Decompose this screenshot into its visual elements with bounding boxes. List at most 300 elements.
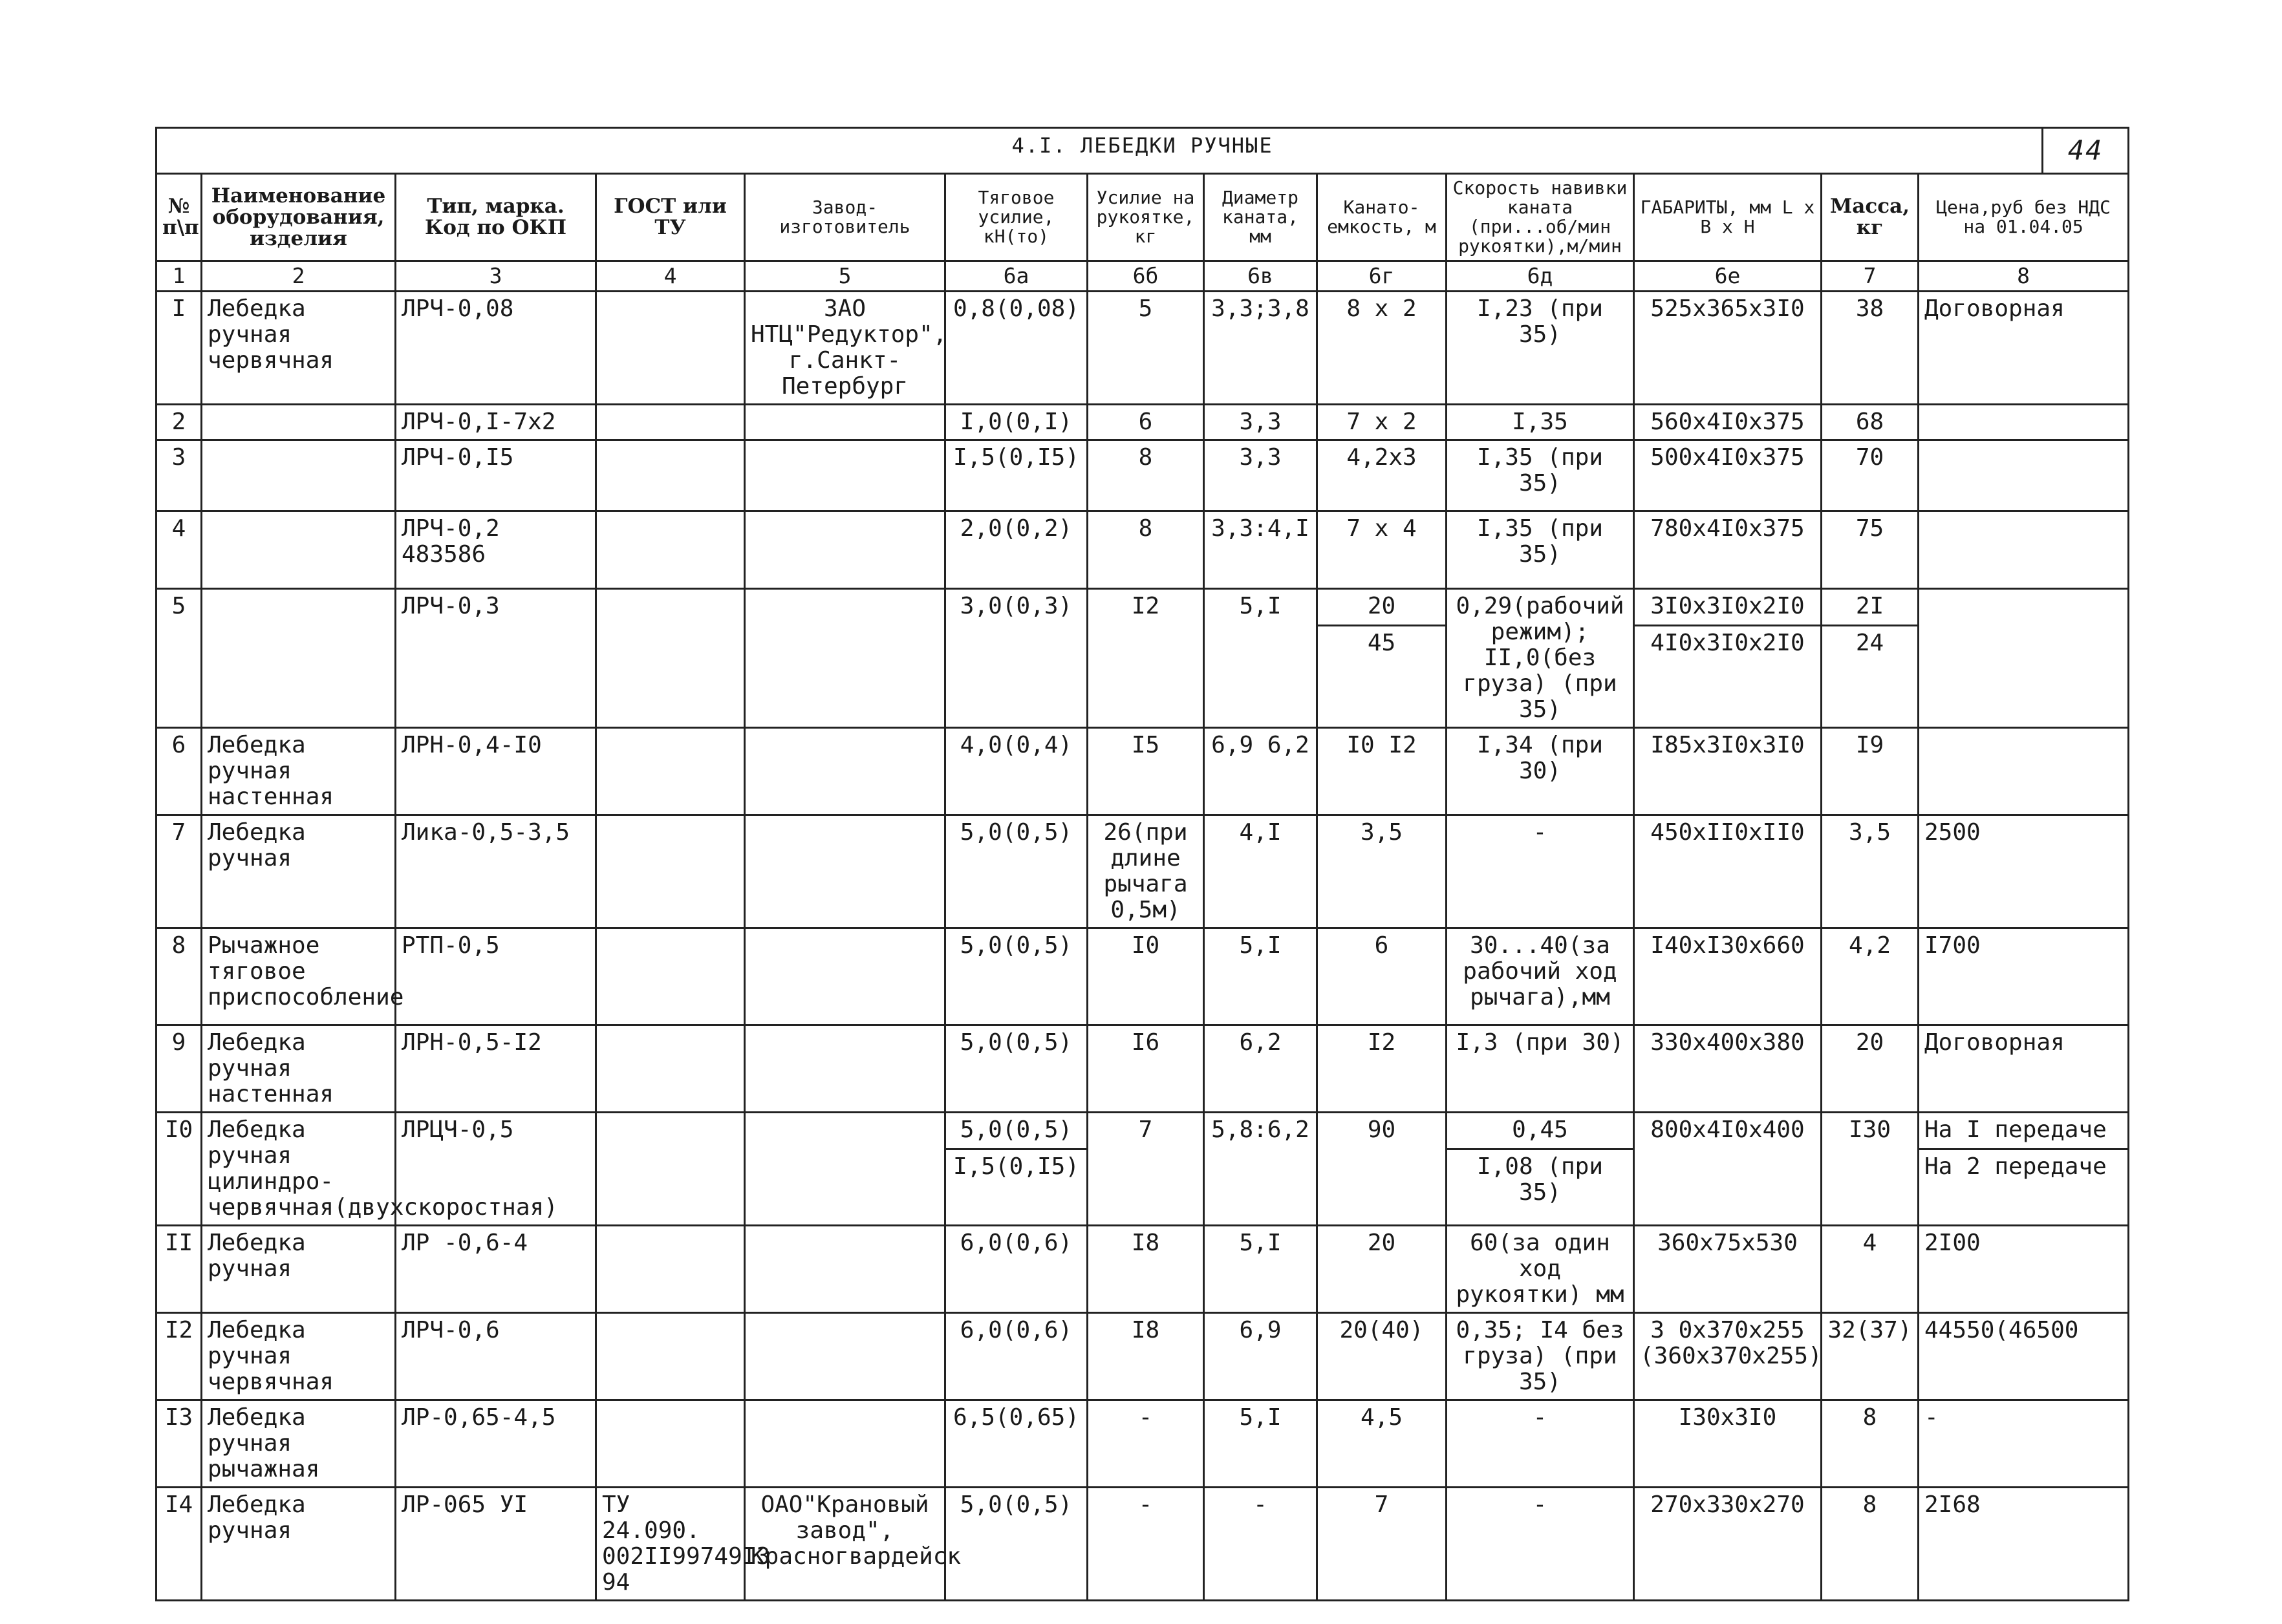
mass: 4 <box>1862 1230 1877 1256</box>
equipment-name-cell <box>202 589 396 728</box>
dimensions: 780x4I0x375 <box>1650 515 1805 542</box>
dimensions: 800x4I0x400 <box>1650 1116 1805 1143</box>
winding-speed: - <box>1533 819 1547 846</box>
row-number-cell <box>156 405 202 440</box>
traction-force: 6,0(0,6) <box>960 1317 1073 1343</box>
row-number-cell <box>156 1488 202 1601</box>
price-cell <box>1919 1113 2129 1226</box>
equipment-name: Рычажное тяговое приспособление <box>208 932 404 1010</box>
rope-capacity: 3,5 <box>1360 819 1403 846</box>
dimensions-cell <box>1634 1313 1822 1400</box>
rope-diameter: 5,I <box>1239 593 1282 619</box>
winding-speed-cell <box>1447 728 1634 815</box>
rope-diameter-cell <box>1204 1488 1317 1601</box>
mass: 70 <box>1855 444 1884 471</box>
winding-speed-cell <box>1447 1313 1634 1400</box>
col-index: 6е <box>1634 261 1822 292</box>
rope-diameter: 6,9 6,2 <box>1211 732 1309 758</box>
rope-capacity: 20 <box>1367 593 1396 619</box>
header-type: Тип, марка. Код по ОКП <box>396 174 596 261</box>
mass: 2I <box>1855 593 1884 619</box>
rope-capacity-cell <box>1317 728 1447 815</box>
type-code-cell <box>396 728 596 815</box>
manufacturer-cell <box>745 405 945 440</box>
col-index: 7 <box>1822 261 1919 292</box>
type-code-cell <box>396 440 596 511</box>
winding-speed: I,35 (при 35) <box>1476 515 1604 568</box>
mass-cell <box>1822 815 1919 928</box>
row-number: 2 <box>171 409 186 435</box>
winding-speed-cell <box>1447 1488 1634 1601</box>
traction-force: 5,0(0,5) <box>960 1491 1073 1518</box>
rope-diameter-cell <box>1204 440 1317 511</box>
mass-cell <box>1822 589 1919 728</box>
rope-capacity: 7 x 4 <box>1346 515 1417 542</box>
winding-speed: - <box>1533 1404 1547 1431</box>
mass-secondary: 24 <box>1822 625 1917 656</box>
traction-force-secondary: I,5(0,I5) <box>946 1148 1086 1180</box>
rope-capacity: 6 <box>1374 932 1389 959</box>
rope-capacity-cell <box>1317 511 1447 589</box>
winding-speed-cell <box>1447 1113 1634 1226</box>
col-index: 8 <box>1919 261 2129 292</box>
traction-force-cell <box>945 928 1088 1025</box>
rope-capacity-cell <box>1317 440 1447 511</box>
handle-force-cell <box>1088 292 1204 405</box>
traction-force-cell <box>945 1400 1088 1488</box>
table-row <box>156 440 2129 511</box>
handle-force: I5 <box>1131 732 1160 758</box>
table-row <box>156 728 2129 815</box>
handle-force-cell <box>1088 1313 1204 1400</box>
gost-spec-cell <box>596 405 745 440</box>
traction-force: I,0(0,I) <box>960 409 1073 435</box>
rope-diameter: 6,9 <box>1239 1317 1282 1343</box>
header-gost: ГОСТ или ТУ <box>596 174 745 261</box>
type-code-cell <box>396 1488 596 1601</box>
handle-force-cell <box>1088 589 1204 728</box>
row-number-cell <box>156 1025 202 1113</box>
type-code-cell <box>396 292 596 405</box>
dimensions: 3 0x370x255 (360x370x255) <box>1640 1317 1822 1369</box>
gost-spec-cell <box>596 1400 745 1488</box>
col-index: 5 <box>745 261 945 292</box>
equipment-name-cell <box>202 728 396 815</box>
row-number: I2 <box>164 1317 193 1343</box>
handle-force-cell <box>1088 1113 1204 1226</box>
table-row <box>156 1400 2129 1488</box>
mass-cell <box>1822 1226 1919 1313</box>
winch-table <box>155 127 2129 1601</box>
dimensions: 3I0x3I0x2I0 <box>1650 593 1805 619</box>
handle-force-cell <box>1088 1488 1204 1601</box>
price-cell <box>1919 1313 2129 1400</box>
price-cell <box>1919 728 2129 815</box>
price: На I передаче <box>1924 1116 2107 1143</box>
gost-spec-cell <box>596 1488 771 1601</box>
dimensions-cell <box>1634 589 1822 728</box>
traction-force-cell <box>945 728 1088 815</box>
rope-diameter: 3,3 <box>1239 444 1282 471</box>
rope-capacity-cell <box>1317 589 1447 728</box>
row-number-cell <box>156 728 202 815</box>
dimensions: 270x330x270 <box>1650 1491 1805 1518</box>
winding-speed: I,35 <box>1512 409 1568 435</box>
handle-force-cell <box>1088 405 1204 440</box>
manufacturer-cell <box>745 728 945 815</box>
equipment-name: Лебедка ручная <box>208 1230 306 1282</box>
rope-capacity-cell <box>1317 815 1447 928</box>
price: - <box>1924 1404 1939 1431</box>
dimensions: 330x400x380 <box>1650 1029 1805 1056</box>
equipment-name-cell <box>202 815 396 928</box>
traction-force-cell <box>945 589 1088 728</box>
rope-diameter: 3,3 <box>1239 409 1282 435</box>
mass: 4,2 <box>1848 932 1891 959</box>
price: Договорная <box>1924 1029 2065 1056</box>
rope-capacity-cell <box>1317 292 1447 405</box>
row-number: I0 <box>164 1116 193 1143</box>
table-row <box>156 1226 2129 1313</box>
rope-capacity: 7 <box>1374 1491 1389 1518</box>
table-row <box>156 928 2129 1025</box>
dimensions: I85x3I0x3I0 <box>1650 732 1805 758</box>
traction-force-cell <box>945 1226 1088 1313</box>
traction-force: 5,0(0,5) <box>960 932 1073 959</box>
col-index: 6а <box>945 261 1088 292</box>
gost-spec-cell <box>596 1025 745 1113</box>
header-diameter: Диаметр каната, мм <box>1204 174 1317 261</box>
gost-spec-cell <box>596 815 745 928</box>
winding-speed: I,35 (при 35) <box>1476 444 1604 497</box>
rope-capacity-cell <box>1317 1488 1447 1601</box>
type-code: ЛРЧ-0,I5 <box>402 444 514 471</box>
rope-diameter-cell <box>1204 1113 1317 1226</box>
table-row <box>156 511 2129 589</box>
rope-capacity: I2 <box>1367 1029 1396 1056</box>
equipment-name: Лебедка ручная червячная <box>208 1317 334 1395</box>
header-name: Наименование оборудования, изделия <box>202 174 396 261</box>
traction-force-cell <box>945 1313 1088 1400</box>
type-code: ЛРЧ-0,6 <box>402 1317 500 1343</box>
manufacturer: ОАО"Крановый завод", Красногвардейск <box>751 1491 962 1570</box>
rope-diameter: 6,2 <box>1239 1029 1282 1056</box>
rope-diameter-cell <box>1204 728 1317 815</box>
manufacturer-cell <box>745 1113 945 1226</box>
equipment-name: Лебедка ручная настенная <box>208 732 334 810</box>
price-cell <box>1919 1226 2129 1313</box>
rope-capacity-cell <box>1317 1226 1447 1313</box>
traction-force: 4,0(0,4) <box>960 732 1073 758</box>
rope-capacity-cell <box>1317 1400 1447 1488</box>
winding-speed: 0,35; I4 без груза) (при 35) <box>1456 1317 1624 1395</box>
price-cell <box>1919 405 2129 440</box>
winding-speed-cell <box>1447 928 1634 1025</box>
page-number: 44 <box>2041 129 2127 173</box>
rope-capacity-cell <box>1317 928 1447 1025</box>
manufacturer: ЗАО НТЦ"Редуктор", г.Санкт-Петербург <box>751 295 947 400</box>
mass: 38 <box>1855 295 1884 322</box>
dimensions-cell <box>1634 511 1822 589</box>
equipment-name: Лебедка ручная <box>208 819 306 871</box>
traction-force-cell <box>945 815 1088 928</box>
manufacturer-cell <box>745 928 945 1025</box>
winding-speed-cell <box>1447 440 1634 511</box>
col-index: 4 <box>596 261 745 292</box>
equipment-name: Лебедка ручная рычажная <box>208 1404 320 1482</box>
mass: 3,5 <box>1848 819 1891 846</box>
price: 2500 <box>1924 819 1981 846</box>
equipment-name-cell <box>202 1313 396 1400</box>
title-cell <box>156 128 2129 174</box>
equipment-name: Лебедка ручная настенная <box>208 1029 334 1107</box>
price-cell <box>1919 1400 2129 1488</box>
equipment-name-cell <box>202 1400 396 1488</box>
price-cell <box>1919 1488 2129 1601</box>
row-number: I4 <box>164 1491 193 1518</box>
handle-force: 5 <box>1138 295 1153 322</box>
handle-force-cell <box>1088 815 1204 928</box>
handle-force-cell <box>1088 728 1204 815</box>
table-row <box>156 1113 2129 1226</box>
rope-capacity: 20(40) <box>1339 1317 1424 1343</box>
dimensions: 360x75x530 <box>1657 1230 1798 1256</box>
winding-speed-cell <box>1447 589 1634 728</box>
equipment-name: Лебедка ручная <box>208 1491 306 1544</box>
rope-capacity-cell <box>1317 1313 1447 1400</box>
type-code-cell <box>396 815 596 928</box>
rope-capacity: 7 x 2 <box>1346 409 1417 435</box>
mass: 8 <box>1862 1491 1877 1518</box>
dimensions-cell <box>1634 1400 1822 1488</box>
table-body <box>156 292 2129 1601</box>
type-code-cell <box>396 1226 596 1313</box>
rope-capacity: 90 <box>1367 1116 1396 1143</box>
equipment-name-cell <box>202 1226 396 1313</box>
dimensions-cell <box>1634 440 1822 511</box>
traction-force-cell <box>945 440 1088 511</box>
mass-cell <box>1822 511 1919 589</box>
header-number: № п\п <box>156 174 202 261</box>
col-index: 1 <box>156 261 202 292</box>
mass-cell <box>1822 440 1919 511</box>
rope-diameter: 5,8:6,2 <box>1211 1116 1309 1143</box>
col-index: 6в <box>1204 261 1317 292</box>
rope-diameter-cell <box>1204 1025 1317 1113</box>
traction-force: 6,0(0,6) <box>960 1230 1073 1256</box>
handle-force: - <box>1138 1404 1153 1431</box>
type-code: ЛР -0,6-4 <box>402 1230 528 1256</box>
header-maker: Завод-изготовитель <box>745 174 945 261</box>
header-row <box>156 174 2129 261</box>
type-code-cell <box>396 511 596 589</box>
type-code: ЛРН-0,5-I2 <box>402 1029 542 1056</box>
winding-speed: 0,45 <box>1512 1116 1568 1143</box>
manufacturer-cell <box>745 1400 945 1488</box>
mass: 68 <box>1855 409 1884 435</box>
traction-force: 3,0(0,3) <box>960 593 1073 619</box>
rope-diameter: 4,I <box>1239 819 1282 846</box>
winding-speed: I,3 (при 30) <box>1456 1029 1624 1056</box>
row-number: 9 <box>171 1029 186 1056</box>
winch-price-table-sheet <box>155 127 2127 1596</box>
gost-spec-cell <box>596 1226 745 1313</box>
rope-capacity-secondary: 45 <box>1318 625 1445 656</box>
price-secondary: На 2 передаче <box>1919 1148 2127 1180</box>
mass-cell <box>1822 1400 1919 1488</box>
rope-capacity-cell <box>1317 1113 1447 1226</box>
rope-diameter-cell <box>1204 1226 1317 1313</box>
row-number: 5 <box>171 593 186 619</box>
price: 2I00 <box>1924 1230 1981 1256</box>
section-title: 4.I. ЛЕБЕДКИ РУЧНЫЕ <box>1011 133 1273 158</box>
header-price: Цена,руб без НДС на 01.04.05 <box>1919 174 2129 261</box>
type-code-cell <box>396 1313 596 1400</box>
gost-spec-cell <box>596 511 745 589</box>
type-code: ЛРЧ-0,I-7x2 <box>402 409 556 435</box>
rope-diameter-cell <box>1204 928 1317 1025</box>
col-index: 6г <box>1317 261 1447 292</box>
row-number: 8 <box>171 932 186 959</box>
price: Договорная <box>1924 295 2065 322</box>
row-number: I <box>171 295 186 322</box>
rope-diameter: 5,I <box>1239 1404 1282 1431</box>
gost-spec-cell <box>596 589 745 728</box>
rope-diameter-cell <box>1204 511 1317 589</box>
rope-capacity: 20 <box>1367 1230 1396 1256</box>
rope-diameter: 3,3;3,8 <box>1211 295 1309 322</box>
gost-spec-cell <box>596 1313 745 1400</box>
mass-cell <box>1822 405 1919 440</box>
mass-cell <box>1822 928 1919 1025</box>
mass: I30 <box>1848 1116 1891 1143</box>
type-code: ЛРЦЧ-0,5 <box>402 1116 514 1143</box>
table-row <box>156 292 2129 405</box>
handle-force: 6 <box>1138 409 1153 435</box>
header-handle: Усилие на рукоятке, кг <box>1088 174 1204 261</box>
equipment-name: Лебедка ручная червячная <box>208 295 334 374</box>
row-number-cell <box>156 815 202 928</box>
traction-force-cell <box>945 1113 1088 1226</box>
price-cell <box>1919 589 2129 728</box>
equipment-name-cell <box>202 928 404 1025</box>
table-row <box>156 405 2129 440</box>
handle-force: I6 <box>1131 1029 1160 1056</box>
header-capacity: Канато-емкость, м <box>1317 174 1447 261</box>
traction-force-cell <box>945 1488 1088 1601</box>
title-row <box>156 128 2129 174</box>
winding-speed-cell <box>1447 511 1634 589</box>
price-cell <box>1919 440 2129 511</box>
winding-speed: - <box>1533 1491 1547 1518</box>
dimensions: I30x3I0 <box>1678 1404 1777 1431</box>
traction-force: 5,0(0,5) <box>960 1029 1073 1056</box>
handle-force-cell <box>1088 928 1204 1025</box>
dimensions-cell <box>1634 1226 1822 1313</box>
winding-speed: I,34 (при 30) <box>1476 732 1604 784</box>
traction-force: 5,0(0,5) <box>960 819 1073 846</box>
mass-cell <box>1822 1488 1919 1601</box>
dimensions: 525x365x3I0 <box>1650 295 1805 322</box>
winding-speed-secondary: I,08 (при 35) <box>1447 1148 1633 1206</box>
col-index: 6д <box>1447 261 1634 292</box>
type-code: ЛР-0,65-4,5 <box>402 1404 556 1431</box>
manufacturer-cell <box>745 589 945 728</box>
type-code: ЛР-065 УI <box>402 1491 528 1518</box>
row-number: II <box>164 1230 193 1256</box>
manufacturer-cell <box>745 511 945 589</box>
col-index: 2 <box>202 261 396 292</box>
gost-spec-cell <box>596 440 745 511</box>
mass: 75 <box>1855 515 1884 542</box>
handle-force: I8 <box>1131 1317 1160 1343</box>
row-number-cell <box>156 1400 202 1488</box>
equipment-name-cell <box>202 1488 396 1601</box>
handle-force: I8 <box>1131 1230 1160 1256</box>
winding-speed-cell <box>1447 1025 1634 1113</box>
dimensions-cell <box>1634 292 1822 405</box>
row-number: 6 <box>171 732 186 758</box>
table-row <box>156 1025 2129 1113</box>
gost-spec-cell <box>596 1113 745 1226</box>
type-code-cell <box>396 405 596 440</box>
winding-speed: 30...40(за рабочий ход рычага),мм <box>1463 932 1617 1010</box>
rope-diameter: - <box>1253 1491 1267 1518</box>
traction-force-cell <box>945 511 1088 589</box>
traction-force: 6,5(0,65) <box>953 1404 1080 1431</box>
mass-cell <box>1822 1113 1919 1226</box>
winding-speed-cell <box>1447 292 1634 405</box>
handle-force: I0 <box>1131 932 1160 959</box>
traction-force: I,5(0,I5) <box>953 444 1080 471</box>
gost-spec: ТУ 24.090. 002II99749I3 94 <box>602 1491 771 1596</box>
mass: I9 <box>1855 732 1884 758</box>
price-cell <box>1919 292 2129 405</box>
handle-force-cell <box>1088 440 1204 511</box>
dimensions-cell <box>1634 815 1822 928</box>
mass-cell <box>1822 728 1919 815</box>
type-code-cell <box>396 589 596 728</box>
col-index: 3 <box>396 261 596 292</box>
mass-cell <box>1822 1313 1919 1400</box>
header-dimensions: ГАБАРИТЫ, мм L x B x H <box>1634 174 1822 261</box>
rope-diameter-cell <box>1204 815 1317 928</box>
handle-force: - <box>1138 1491 1153 1518</box>
winding-speed: I,23 (при 35) <box>1476 295 1604 348</box>
rope-diameter: 5,I <box>1239 932 1282 959</box>
row-number: 4 <box>171 515 186 542</box>
row-number-cell <box>156 1113 202 1226</box>
price: I700 <box>1924 932 1981 959</box>
table-row <box>156 589 2129 728</box>
traction-force: 2,0(0,2) <box>960 515 1073 542</box>
dimensions-cell <box>1634 728 1822 815</box>
dimensions: 500x4I0x375 <box>1650 444 1805 471</box>
traction-force-cell <box>945 405 1088 440</box>
mass: 20 <box>1855 1029 1884 1056</box>
winding-speed-cell <box>1447 405 1634 440</box>
dimensions-cell <box>1634 405 1822 440</box>
table-row <box>156 1488 2129 1601</box>
handle-force: 8 <box>1138 444 1153 471</box>
mass-cell <box>1822 1025 1919 1113</box>
column-index-row <box>156 261 2129 292</box>
rope-diameter: 3,3:4,I <box>1211 515 1309 542</box>
manufacturer-cell <box>745 1226 945 1313</box>
type-code: ЛРН-0,4-I0 <box>402 732 542 758</box>
dimensions-cell <box>1634 1113 1822 1226</box>
equipment-name-cell <box>202 292 396 405</box>
